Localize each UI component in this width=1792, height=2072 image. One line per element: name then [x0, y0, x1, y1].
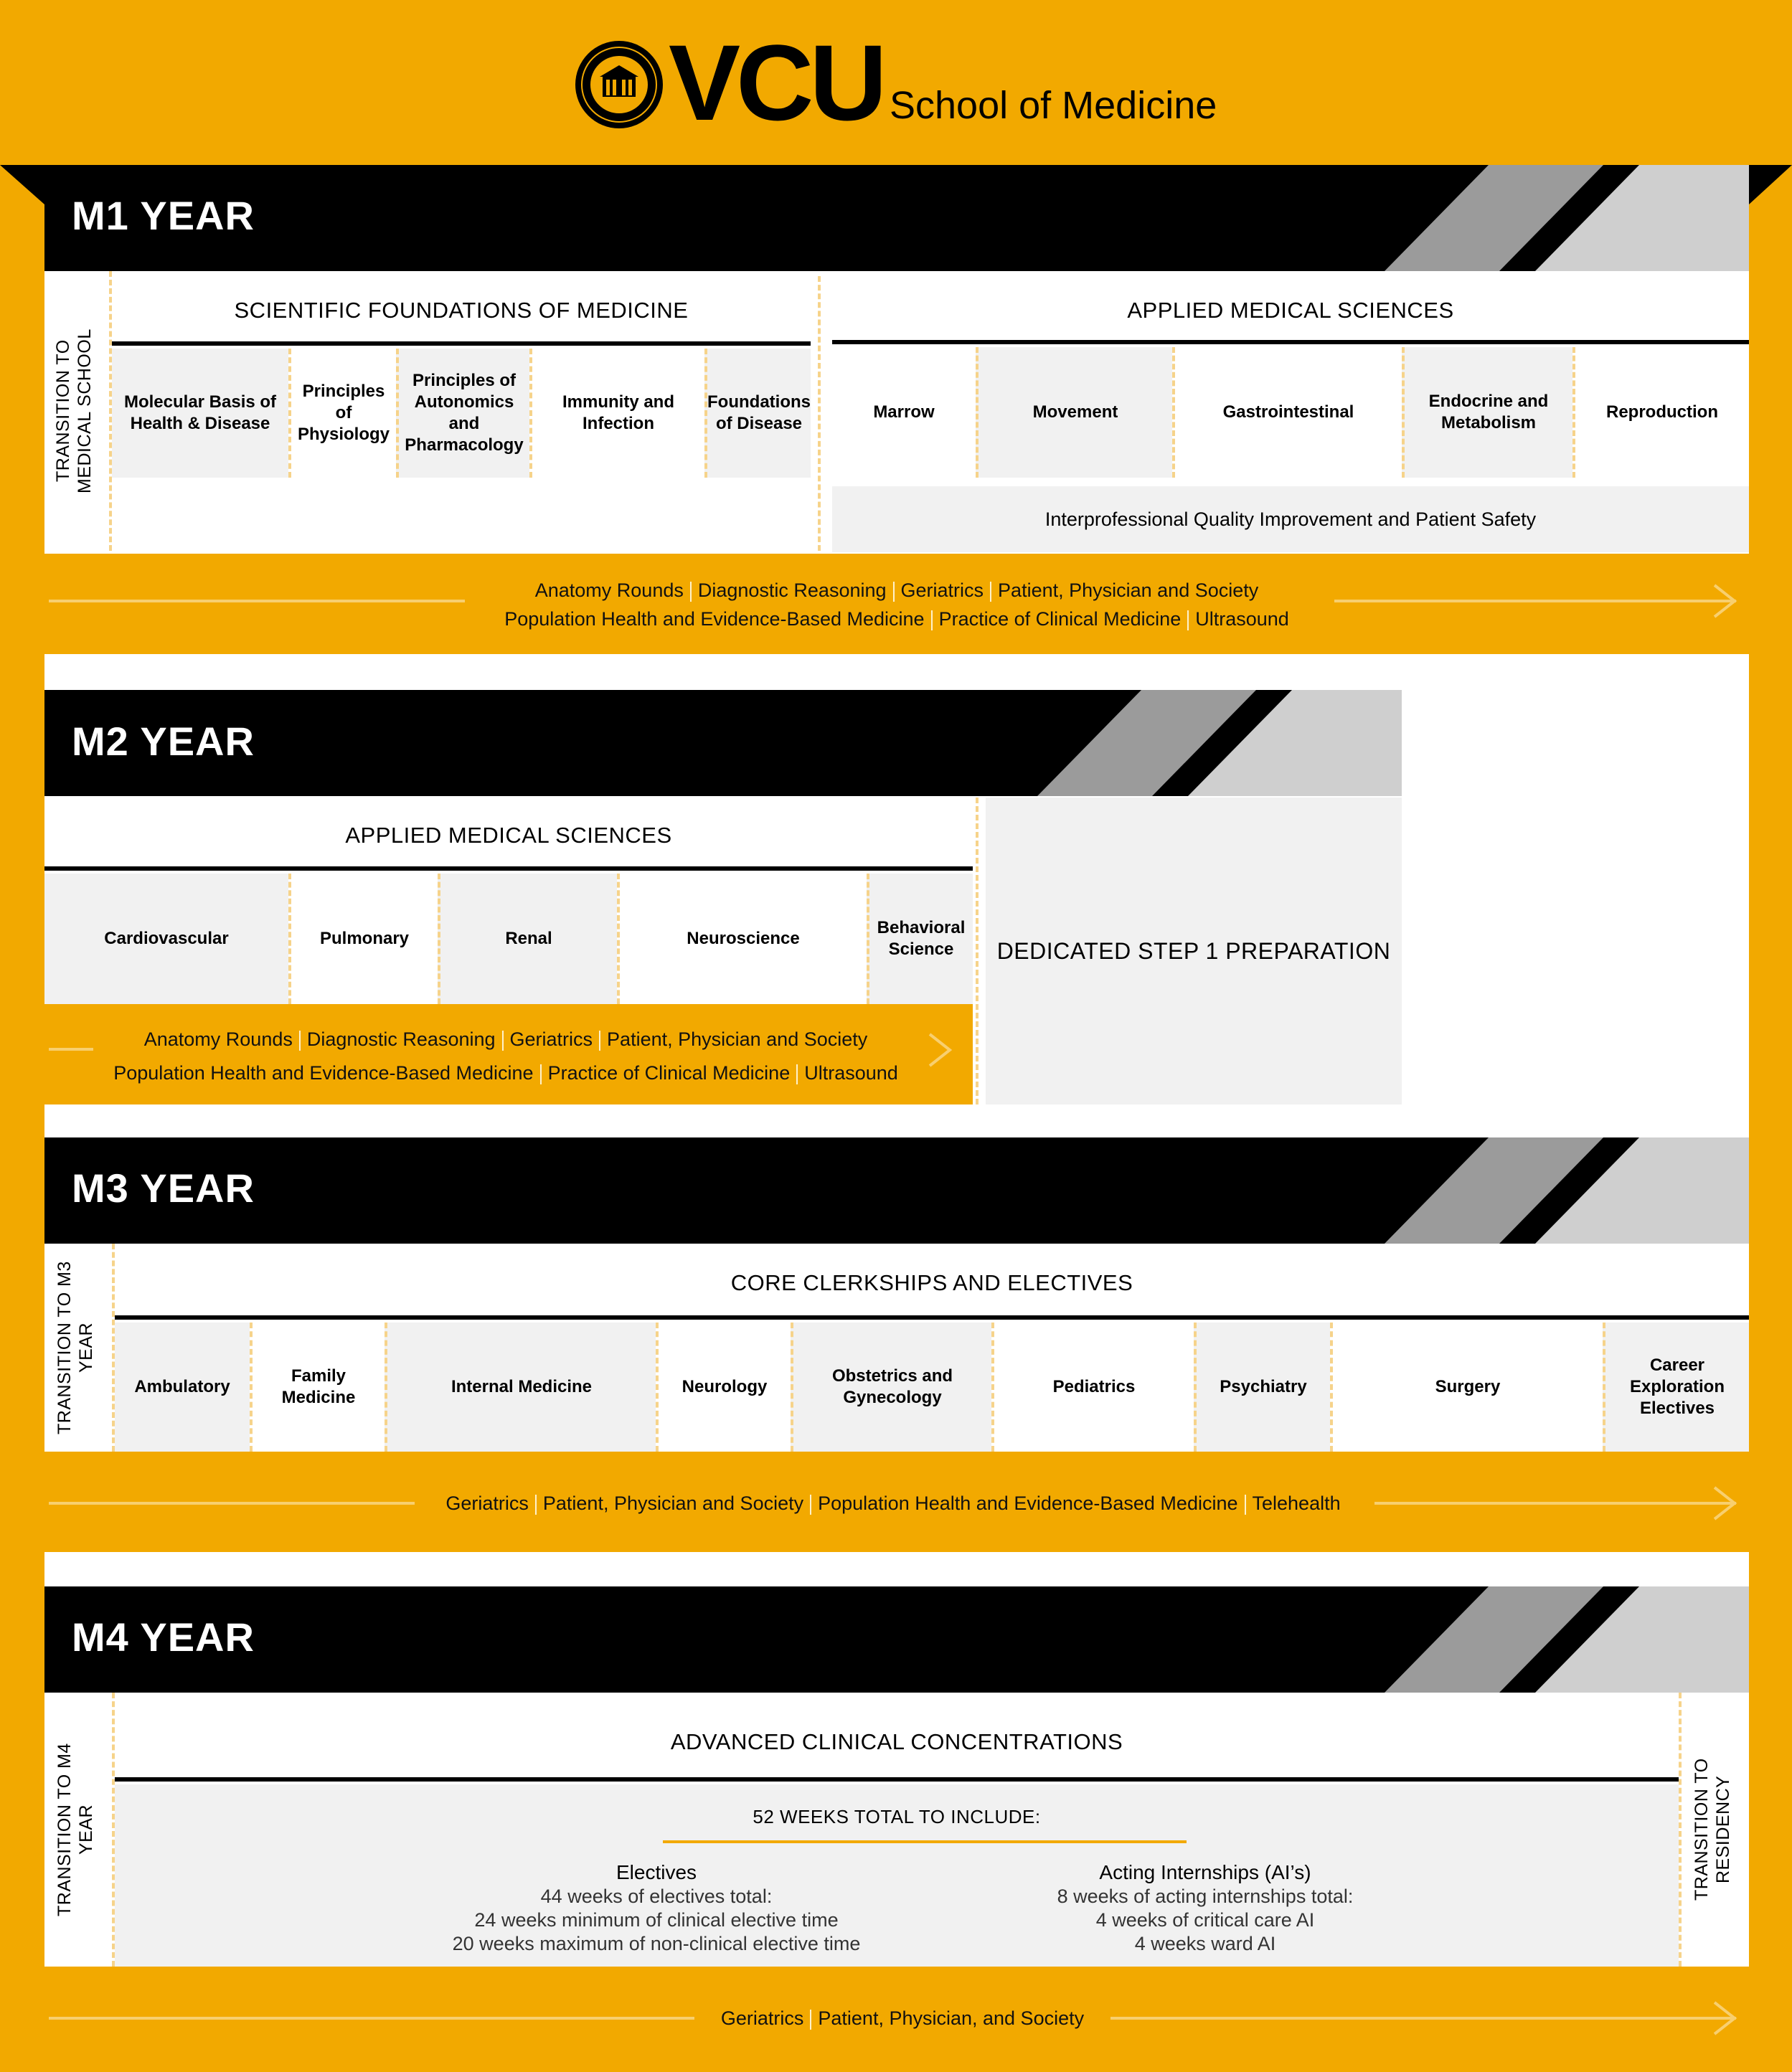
m1-ams-course-2: Gastrointestinal: [1172, 347, 1402, 478]
m2-ams-rule: [44, 866, 973, 871]
m3-core-rule: [115, 1315, 1749, 1320]
m3-clerkship-0: Ambulatory: [115, 1323, 250, 1452]
m1-sfm-rule: [112, 341, 811, 346]
m3-band-line-right: [1374, 1502, 1736, 1505]
m4-weeks-title: 52 WEEKS TOTAL TO INCLUDE:: [753, 1805, 1041, 1827]
m4-acc-title: ADVANCED CLINICAL CONCENTRATIONS: [670, 1729, 1123, 1754]
m2-title-stripes: [1037, 690, 1402, 796]
m3-clerkship-7: Surgery: [1330, 1323, 1603, 1452]
m4-transition-right-label: TRANSITION TO RESIDENCY: [1692, 1758, 1733, 1901]
left-corner-wedge: [0, 165, 44, 204]
m4-electives-line-0: 44 weeks of electives total:: [540, 1886, 773, 1907]
m4-band-line-left: [49, 2017, 694, 2020]
m4-electives: [402, 1860, 911, 1956]
m1-sfm-course-1: Principles of Physiology: [288, 349, 396, 478]
m4-title: M4 YEAR: [72, 1614, 255, 1660]
m1-transition-label: TRANSITION TO MEDICAL SCHOOL: [53, 328, 95, 493]
m2-band-text: [50, 1023, 961, 1090]
m2-course-3: Neuroscience: [617, 874, 867, 1004]
m4-electives-heading: Electives: [616, 1861, 697, 1883]
right-corner-wedge: [1749, 165, 1792, 204]
m4-title-stripes: [1385, 1586, 1749, 1693]
m4-arrow-icon: [1710, 2000, 1739, 2037]
m1-ams-course-1: Movement: [976, 347, 1172, 478]
m3-title: M3 YEAR: [72, 1165, 255, 1211]
m3-clerkship-3: Neurology: [656, 1323, 791, 1452]
m3-clerkship-2: Internal Medicine: [385, 1323, 656, 1452]
m3-clerkship-6: Psychiatry: [1194, 1323, 1330, 1452]
m3-clerkship-1: Family Medicine: [250, 1323, 385, 1452]
m2-course-4: Behavioral Science: [867, 874, 973, 1004]
m2-step1-block: DEDICATED STEP 1 PREPARATION: [986, 798, 1402, 1104]
m1-ams-course-0: Marrow: [873, 402, 935, 422]
m3-clerkship-5: Pediatrics: [991, 1323, 1194, 1452]
m1-mid-divider: [818, 276, 821, 551]
m2-course-1: Pulmonary: [288, 874, 438, 1004]
m1-ams-course-3: Endocrine and Metabolism: [1402, 347, 1572, 478]
m4-weeks-underline: [663, 1840, 1187, 1843]
m1-sfm-course-4: Foundations of Disease: [704, 349, 811, 478]
m2-title: M2 YEAR: [72, 719, 255, 764]
m4-ais-heading: Acting Internships (AI’s): [1099, 1861, 1311, 1883]
m1-ams-rule: [832, 340, 1749, 344]
m4-ais-line-1: 4 weeks of critical care AI: [1095, 1909, 1315, 1931]
m4-acting-internships: [961, 1860, 1449, 1956]
m3-transition-label: TRANSITION TO M3 YEAR: [55, 1261, 96, 1434]
m3-band-line-left: [49, 1502, 415, 1505]
vcu-logo-text: VCU: [669, 22, 883, 143]
m4-electives-line-1: 24 weeks minimum of clinical elective time: [474, 1909, 839, 1931]
m1-sfm-course-3: Immunity and Infection: [529, 349, 704, 478]
m4-band-line-right: [1110, 2017, 1736, 2020]
right-frame: [1749, 165, 1792, 2072]
m4-acc-rule: [115, 1777, 1679, 1782]
m1-ams-title: APPLIED MEDICAL SCIENCES: [1127, 298, 1454, 323]
m3-core-title: CORE CLERKSHIPS AND ELECTIVES: [730, 1270, 1133, 1295]
m4-ais-line-0: 8 weeks of acting internships total:: [1057, 1886, 1354, 1907]
m2-course-2: Renal: [438, 874, 617, 1004]
m1-band-row-1: Anatomy Rounds Diagnostic Reasoning Geriatrics Patient, Physician and Society: [534, 580, 1259, 601]
m1-iqi-bar: Interprofessional Quality Improvement and Patient Safety: [832, 486, 1749, 552]
vcu-seal-icon: [574, 39, 664, 130]
m3-title-stripes: [1385, 1137, 1749, 1244]
m2-band-row-1: Anatomy Rounds Diagnostic Reasoning Geriatrics Patient, Physician and Society: [143, 1028, 868, 1050]
m1-arrow-icon: [1710, 582, 1739, 620]
m1-band-row-2: Population Health and Evidence-Based Medicine Practice of Clinical Medicine Ultrasound: [504, 608, 1289, 630]
m1-title: M1 YEAR: [72, 193, 255, 238]
m2-ams-title: APPLIED MEDICAL SCIENCES: [345, 823, 672, 848]
m1-sfm-title: SCIENTIFIC FOUNDATIONS OF MEDICINE: [234, 298, 689, 323]
m4-band-text: Geriatrics Patient, Physician, and Society: [720, 2007, 1085, 2029]
m2-course-0: Cardiovascular: [44, 874, 288, 1004]
m1-sfm-course-0: Molecular Basis of Health & Disease: [112, 349, 288, 478]
m3-clerkship-8: Career Exploration Electives: [1603, 1323, 1749, 1452]
m3-arrow-icon: [1710, 1485, 1739, 1522]
m4-transition-right-divider: [1679, 1693, 1682, 1967]
m1-sfm-course-2: Principles of Autonomics and Pharmacology: [396, 349, 529, 478]
m2-band-row-2: Population Health and Evidence-Based Medicine Practice of Clinical Medicine Ultrasound: [113, 1062, 898, 1084]
m4-electives-line-2: 20 weeks maximum of non-clinical elective time: [452, 1933, 861, 1954]
m1-title-stripes: [1385, 165, 1749, 271]
m4-transition-left-label: TRANSITION TO M4 YEAR: [55, 1743, 96, 1916]
left-frame: [0, 165, 44, 2072]
m4-ais-line-2: 4 weeks ward AI: [1134, 1933, 1276, 1954]
m3-band-text: Geriatrics Patient, Physician and Society Population Health and Evidence-Based Medicine Telehealth: [445, 1492, 1341, 1514]
school-name: School of Medicine: [890, 84, 1217, 127]
m1-band-text: [215, 576, 1578, 633]
m2-divider: [976, 798, 978, 1104]
m1-ams-course-4: Reproduction: [1572, 347, 1749, 478]
m3-clerkship-4: Obstetrics and Gynecology: [791, 1323, 991, 1452]
